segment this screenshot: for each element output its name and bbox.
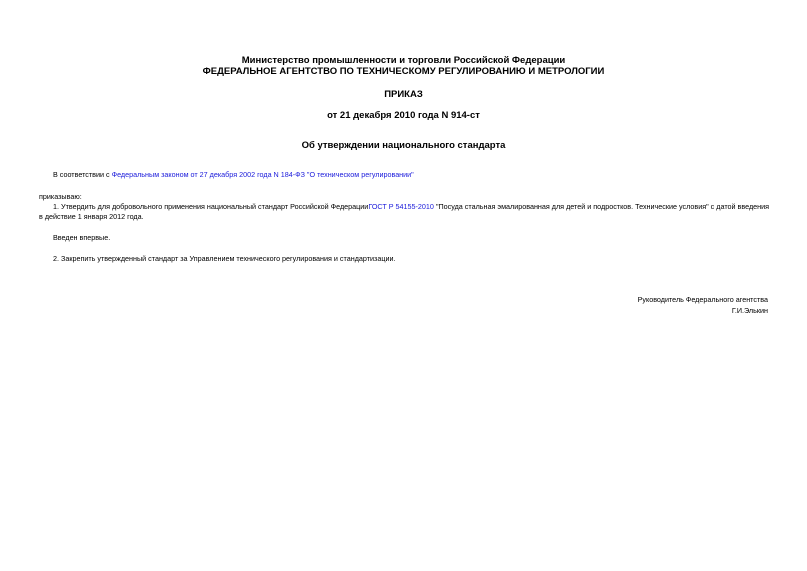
item-1-paragraph [39,202,769,221]
order-word: приказываю: [39,192,82,201]
gost-standard-link[interactable]: ГОСТ Р 54155-2010 [368,202,434,211]
document-subject: Об утверждении национального стандарта [301,140,506,151]
ministry-title: Министерство промышленности и торговли Российской Федерации [241,55,566,66]
intro-paragraph [53,170,414,180]
introduced-first-note: Введен впервые. [53,233,111,242]
document-date-number: от 21 декабря 2010 года N 914-ст [327,110,480,121]
item-2-paragraph: 2. Закрепить утвержденный стандарт за Управлением технического регулирования и стандартизации. [53,254,396,263]
item-1-prefix-text: 1. Утвердить для добровольного применения национальный стандарт Российской Федерации [53,202,369,211]
signatory-name: Г.И.Элькин [731,306,768,315]
item-1-suffix-text: "Посуда стальная эмалированная для детей и подростков. Технические условия" с датой введения в действие 1 января 2012 года. [39,202,770,221]
document-type: ПРИКАЗ [384,89,423,100]
signatory-position: Руководитель Федерального агентства [637,295,768,304]
federal-law-link[interactable]: Федеральным законом от 27 декабря 2002 года N 184-ФЗ "О техническом регулировании" [111,170,414,179]
agency-title: ФЕДЕРАЛЬНОЕ АГЕНТСТВО ПО ТЕХНИЧЕСКОМУ РЕГУЛИРОВАНИЮ И МЕТРОЛОГИИ [202,66,605,77]
intro-prefix-text: В соответствии с [53,170,112,179]
